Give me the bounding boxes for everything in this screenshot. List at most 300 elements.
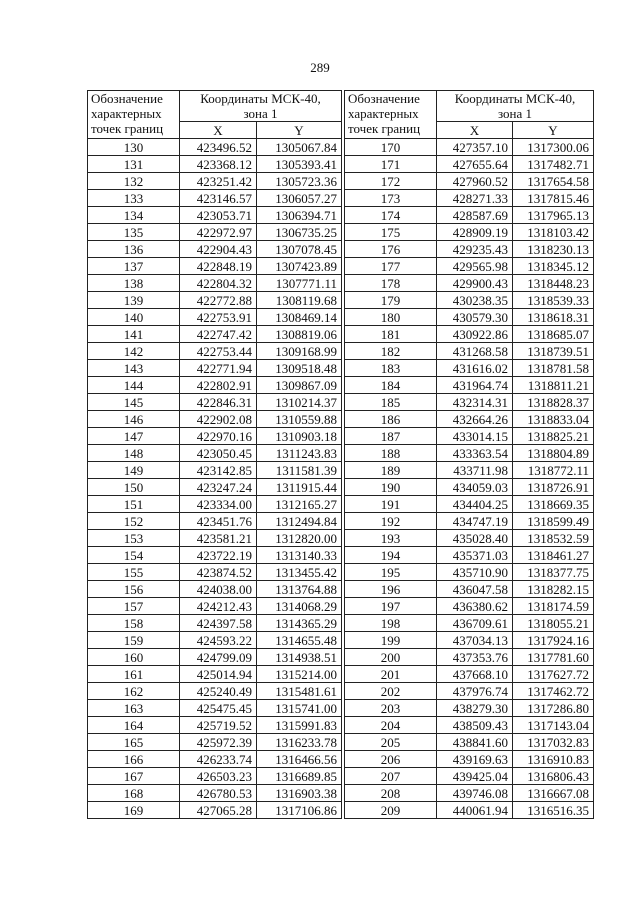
table-row: [88, 496, 342, 513]
coord-x: 422902.08: [180, 411, 257, 428]
coord-x: 431964.74: [437, 377, 513, 394]
coord-x: 428271.33: [437, 190, 513, 207]
coord-y: 1316806.43: [513, 768, 594, 785]
coord-y: 1318055.21: [513, 615, 594, 632]
coord-x: 423050.45: [180, 445, 257, 462]
coord-x: 434059.03: [437, 479, 513, 496]
table-row: [345, 751, 594, 768]
table-row: [88, 666, 342, 683]
table-row: [345, 139, 594, 156]
coord-x: 422904.43: [180, 241, 257, 258]
header-x: X: [180, 122, 257, 139]
coord-y: 1318345.12: [513, 258, 594, 275]
point-number: 192: [345, 513, 437, 530]
table-row: [345, 309, 594, 326]
coord-y: 1318532.59: [513, 530, 594, 547]
coordinates-table-left: [87, 90, 342, 819]
coord-y: 1312494.84: [257, 513, 342, 530]
coord-y: 1316667.08: [513, 785, 594, 802]
coord-y: 1318461.27: [513, 547, 594, 564]
point-number: 172: [345, 173, 437, 190]
point-number: 153: [88, 530, 180, 547]
coord-y: 1317462.72: [513, 683, 594, 700]
coord-x: 424397.58: [180, 615, 257, 632]
table-row: [88, 411, 342, 428]
coord-x: 432664.26: [437, 411, 513, 428]
coord-x: 435710.90: [437, 564, 513, 581]
coord-x: 423053.71: [180, 207, 257, 224]
coord-x: 422802.91: [180, 377, 257, 394]
coord-y: 1318828.37: [513, 394, 594, 411]
coord-y: 1306057.27: [257, 190, 342, 207]
coord-x: 427655.64: [437, 156, 513, 173]
coord-x: 435028.40: [437, 530, 513, 547]
table-row: [88, 428, 342, 445]
table-row: [88, 649, 342, 666]
coord-x: 422753.91: [180, 309, 257, 326]
coord-y: 1312165.27: [257, 496, 342, 513]
coord-y: 1318685.07: [513, 326, 594, 343]
table-row: [345, 275, 594, 292]
point-number: 138: [88, 275, 180, 292]
coord-x: 440061.94: [437, 802, 513, 819]
coord-x: 427357.10: [437, 139, 513, 156]
coord-y: 1316689.85: [257, 768, 342, 785]
table-body-right: [345, 139, 594, 819]
coord-x: 433363.54: [437, 445, 513, 462]
coord-y: 1318230.13: [513, 241, 594, 258]
coord-x: 434747.19: [437, 513, 513, 530]
coord-y: 1310903.18: [257, 428, 342, 445]
header-y: Y: [257, 122, 342, 139]
table-row: [88, 513, 342, 530]
coord-y: 1318103.42: [513, 224, 594, 241]
coord-y: 1312820.00: [257, 530, 342, 547]
coord-x: 428587.69: [437, 207, 513, 224]
table-row: [345, 241, 594, 258]
coord-y: 1318448.23: [513, 275, 594, 292]
table-row: [88, 530, 342, 547]
point-number: 209: [345, 802, 437, 819]
point-number: 131: [88, 156, 180, 173]
point-number: 186: [345, 411, 437, 428]
point-number: 149: [88, 462, 180, 479]
coord-y: 1307771.11: [257, 275, 342, 292]
table-row: [345, 785, 594, 802]
table-row: [345, 428, 594, 445]
coord-y: 1310559.88: [257, 411, 342, 428]
coord-x: 439169.63: [437, 751, 513, 768]
coord-y: 1313764.88: [257, 581, 342, 598]
table-row: [345, 411, 594, 428]
point-number: 146: [88, 411, 180, 428]
point-number: 179: [345, 292, 437, 309]
point-number: 134: [88, 207, 180, 224]
point-number: 133: [88, 190, 180, 207]
coord-x: 422846.31: [180, 394, 257, 411]
coord-x: 436047.58: [437, 581, 513, 598]
coord-y: 1318781.58: [513, 360, 594, 377]
point-number: 191: [345, 496, 437, 513]
point-number: 145: [88, 394, 180, 411]
point-number: 173: [345, 190, 437, 207]
table-row: [88, 292, 342, 309]
coord-x: 423451.76: [180, 513, 257, 530]
coord-y: 1318377.75: [513, 564, 594, 581]
point-number: 181: [345, 326, 437, 343]
point-number: 170: [345, 139, 437, 156]
coord-x: 431268.58: [437, 343, 513, 360]
table-row: [345, 547, 594, 564]
table-row: [345, 292, 594, 309]
table-row: [345, 649, 594, 666]
coord-x: 438279.30: [437, 700, 513, 717]
point-number: 204: [345, 717, 437, 734]
table-row: [345, 360, 594, 377]
table-row: [88, 734, 342, 751]
point-number: 162: [88, 683, 180, 700]
coord-y: 1315214.00: [257, 666, 342, 683]
table-row: [88, 224, 342, 241]
point-number: 161: [88, 666, 180, 683]
coord-y: 1308469.14: [257, 309, 342, 326]
point-number: 152: [88, 513, 180, 530]
coord-x: 437034.13: [437, 632, 513, 649]
coord-x: 438841.60: [437, 734, 513, 751]
point-number: 158: [88, 615, 180, 632]
point-number: 139: [88, 292, 180, 309]
coord-x: 439425.04: [437, 768, 513, 785]
point-number: 163: [88, 700, 180, 717]
coord-x: 423142.85: [180, 462, 257, 479]
table-row: [88, 343, 342, 360]
table-row: [88, 581, 342, 598]
coord-y: 1309867.09: [257, 377, 342, 394]
point-number: 150: [88, 479, 180, 496]
table-row: [345, 768, 594, 785]
coord-x: 427960.52: [437, 173, 513, 190]
point-number: 207: [345, 768, 437, 785]
coord-y: 1315991.83: [257, 717, 342, 734]
table-row: [88, 547, 342, 564]
table-row: [88, 241, 342, 258]
coord-x: 425240.49: [180, 683, 257, 700]
header-x: X: [437, 122, 513, 139]
coord-y: 1314365.29: [257, 615, 342, 632]
coord-x: 430238.35: [437, 292, 513, 309]
table-row: [345, 207, 594, 224]
coord-y: 1308819.06: [257, 326, 342, 343]
coord-y: 1316516.35: [513, 802, 594, 819]
table-row: [345, 377, 594, 394]
coord-x: 437976.74: [437, 683, 513, 700]
coord-x: 422804.32: [180, 275, 257, 292]
point-number: 182: [345, 343, 437, 360]
coord-x: 430579.30: [437, 309, 513, 326]
point-number: 154: [88, 547, 180, 564]
table-row: [88, 683, 342, 700]
coord-y: 1318833.04: [513, 411, 594, 428]
header-coordinates: Координаты МСК-40, зона 1: [180, 91, 342, 122]
table-row: [88, 190, 342, 207]
coord-x: 429235.43: [437, 241, 513, 258]
coord-y: 1317300.06: [513, 139, 594, 156]
coord-y: 1316903.38: [257, 785, 342, 802]
coord-y: 1318811.21: [513, 377, 594, 394]
point-number: 193: [345, 530, 437, 547]
table-row: [345, 224, 594, 241]
point-number: 166: [88, 751, 180, 768]
coord-y: 1305723.36: [257, 173, 342, 190]
coord-x: 435371.03: [437, 547, 513, 564]
point-number: 206: [345, 751, 437, 768]
point-number: 130: [88, 139, 180, 156]
coord-y: 1318618.31: [513, 309, 594, 326]
header-y: Y: [513, 122, 594, 139]
point-number: 141: [88, 326, 180, 343]
coord-y: 1308119.68: [257, 292, 342, 309]
coord-x: 425475.45: [180, 700, 257, 717]
coord-x: 432314.31: [437, 394, 513, 411]
coord-y: 1311915.44: [257, 479, 342, 496]
coord-x: 423874.52: [180, 564, 257, 581]
coord-y: 1318804.89: [513, 445, 594, 462]
coord-y: 1317965.13: [513, 207, 594, 224]
coord-x: 426503.23: [180, 768, 257, 785]
coord-y: 1305393.41: [257, 156, 342, 173]
table-row: [345, 343, 594, 360]
point-number: 205: [345, 734, 437, 751]
coord-y: 1318282.15: [513, 581, 594, 598]
point-number: 188: [345, 445, 437, 462]
point-number: 178: [345, 275, 437, 292]
coord-x: 425719.52: [180, 717, 257, 734]
coord-y: 1316233.78: [257, 734, 342, 751]
coordinates-table-right: [344, 90, 594, 819]
coord-x: 433711.98: [437, 462, 513, 479]
table-row: [88, 751, 342, 768]
coord-y: 1316910.83: [513, 751, 594, 768]
point-number: 200: [345, 649, 437, 666]
point-number: 142: [88, 343, 180, 360]
coord-x: 422772.88: [180, 292, 257, 309]
point-number: 208: [345, 785, 437, 802]
coord-y: 1311581.39: [257, 462, 342, 479]
coord-y: 1314068.29: [257, 598, 342, 615]
point-number: 137: [88, 258, 180, 275]
coord-x: 423334.00: [180, 496, 257, 513]
point-number: 167: [88, 768, 180, 785]
table-row: [88, 479, 342, 496]
coord-x: 422747.42: [180, 326, 257, 343]
coord-x: 436380.62: [437, 598, 513, 615]
coord-x: 423251.42: [180, 173, 257, 190]
coord-x: 431616.02: [437, 360, 513, 377]
point-number: 148: [88, 445, 180, 462]
coord-y: 1309168.99: [257, 343, 342, 360]
coord-y: 1309518.48: [257, 360, 342, 377]
coord-y: 1314938.51: [257, 649, 342, 666]
table-row: [345, 615, 594, 632]
coord-y: 1318539.33: [513, 292, 594, 309]
coord-x: 422848.19: [180, 258, 257, 275]
point-number: 180: [345, 309, 437, 326]
coord-y: 1317815.46: [513, 190, 594, 207]
table-row: [345, 666, 594, 683]
table-row: [345, 581, 594, 598]
coord-x: 423368.12: [180, 156, 257, 173]
point-number: 195: [345, 564, 437, 581]
coord-x: 424038.00: [180, 581, 257, 598]
coord-y: 1318739.51: [513, 343, 594, 360]
point-number: 132: [88, 173, 180, 190]
coord-y: 1315481.61: [257, 683, 342, 700]
table-row: [88, 632, 342, 649]
point-number: 189: [345, 462, 437, 479]
header-designation: Обозначение характерных точек границ: [345, 91, 437, 139]
table-row: [88, 173, 342, 190]
coord-x: 439746.08: [437, 785, 513, 802]
coord-x: 429900.43: [437, 275, 513, 292]
coord-x: 422972.97: [180, 224, 257, 241]
table-row: [88, 326, 342, 343]
table-row: [88, 156, 342, 173]
coord-x: 423247.24: [180, 479, 257, 496]
coord-y: 1317924.16: [513, 632, 594, 649]
coord-y: 1313455.42: [257, 564, 342, 581]
coord-y: 1317286.80: [513, 700, 594, 717]
header-coordinates: Координаты МСК-40, зона 1: [437, 91, 594, 122]
coord-y: 1311243.83: [257, 445, 342, 462]
coord-y: 1318669.35: [513, 496, 594, 513]
coord-y: 1317654.58: [513, 173, 594, 190]
coord-x: 424593.22: [180, 632, 257, 649]
coord-x: 425972.39: [180, 734, 257, 751]
coord-x: 424799.09: [180, 649, 257, 666]
table-row: [345, 258, 594, 275]
coord-y: 1307423.89: [257, 258, 342, 275]
table-row: [345, 462, 594, 479]
point-number: 185: [345, 394, 437, 411]
table-row: [88, 139, 342, 156]
coord-y: 1318825.21: [513, 428, 594, 445]
point-number: 199: [345, 632, 437, 649]
point-number: 174: [345, 207, 437, 224]
coord-x: 434404.25: [437, 496, 513, 513]
table-row: [88, 802, 342, 819]
coord-x: 423496.52: [180, 139, 257, 156]
coord-x: 430922.86: [437, 326, 513, 343]
point-number: 187: [345, 428, 437, 445]
table-row: [88, 717, 342, 734]
point-number: 155: [88, 564, 180, 581]
coord-x: 426233.74: [180, 751, 257, 768]
point-number: 201: [345, 666, 437, 683]
table-row: [345, 700, 594, 717]
table-row: [88, 360, 342, 377]
page-number: 289: [310, 60, 330, 75]
coord-x: 424212.43: [180, 598, 257, 615]
coord-y: 1315741.00: [257, 700, 342, 717]
table-body-left: [88, 139, 342, 819]
table-row: [345, 156, 594, 173]
point-number: 184: [345, 377, 437, 394]
coord-x: 422771.94: [180, 360, 257, 377]
table-row: [88, 598, 342, 615]
point-number: 176: [345, 241, 437, 258]
table-row: [88, 700, 342, 717]
coord-x: 423146.57: [180, 190, 257, 207]
point-number: 197: [345, 598, 437, 615]
point-number: 198: [345, 615, 437, 632]
table-row: [345, 394, 594, 411]
table-row: [345, 513, 594, 530]
point-number: 202: [345, 683, 437, 700]
table-row: [88, 258, 342, 275]
table-row: [88, 615, 342, 632]
point-number: 136: [88, 241, 180, 258]
point-number: 194: [345, 547, 437, 564]
coord-y: 1318174.59: [513, 598, 594, 615]
coord-y: 1307078.45: [257, 241, 342, 258]
table-row: [88, 564, 342, 581]
coord-y: 1316466.56: [257, 751, 342, 768]
table-row: [88, 768, 342, 785]
coord-y: 1317781.60: [513, 649, 594, 666]
table-row: [345, 479, 594, 496]
coord-x: 428909.19: [437, 224, 513, 241]
coord-x: 433014.15: [437, 428, 513, 445]
table-row: [345, 802, 594, 819]
table-row: [88, 445, 342, 462]
coord-x: 422753.44: [180, 343, 257, 360]
coord-x: 437668.10: [437, 666, 513, 683]
coord-x: 423581.21: [180, 530, 257, 547]
table-row: [88, 377, 342, 394]
point-number: 169: [88, 802, 180, 819]
point-number: 157: [88, 598, 180, 615]
coord-y: 1318772.11: [513, 462, 594, 479]
point-number: 164: [88, 717, 180, 734]
table-row: [345, 598, 594, 615]
coord-x: 427065.28: [180, 802, 257, 819]
point-number: 143: [88, 360, 180, 377]
coord-x: 422970.16: [180, 428, 257, 445]
point-number: 183: [345, 360, 437, 377]
point-number: 159: [88, 632, 180, 649]
point-number: 140: [88, 309, 180, 326]
point-number: 203: [345, 700, 437, 717]
table-row: [345, 445, 594, 462]
coord-y: 1313140.33: [257, 547, 342, 564]
point-number: 171: [345, 156, 437, 173]
point-number: 196: [345, 581, 437, 598]
table-row: [88, 394, 342, 411]
coord-y: 1306394.71: [257, 207, 342, 224]
coord-y: 1306735.25: [257, 224, 342, 241]
table-row: [345, 173, 594, 190]
coord-y: 1318599.49: [513, 513, 594, 530]
coord-y: 1317106.86: [257, 802, 342, 819]
point-number: 165: [88, 734, 180, 751]
coord-y: 1310214.37: [257, 394, 342, 411]
table-row: [345, 326, 594, 343]
point-number: 151: [88, 496, 180, 513]
point-number: 144: [88, 377, 180, 394]
coord-y: 1317143.04: [513, 717, 594, 734]
point-number: 156: [88, 581, 180, 598]
point-number: 160: [88, 649, 180, 666]
